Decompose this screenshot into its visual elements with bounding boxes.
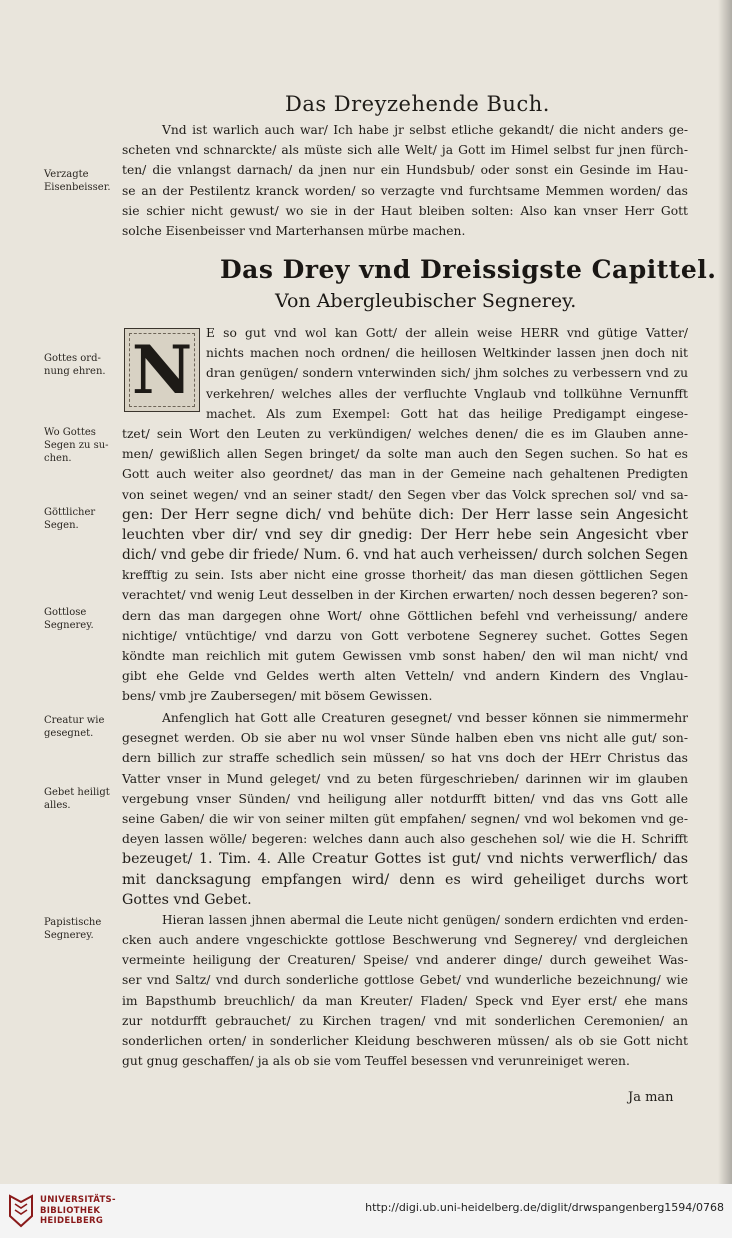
text-line: ten/ die vnlangst darnach/ da jnen nur ein Hundsbub/ oder sonst ein Gesinde im Hau- <box>122 163 688 178</box>
chapter-subtitle: Von Abergleubischer Segnerey. <box>275 290 577 312</box>
text-line: bens/ vmb jre Zaubersegen/ mit bösem Gewissen. <box>122 689 433 704</box>
text-line: gut gnug geschaffen/ ja als ob sie vom Teuffel besessen vnd verunreiniget weren. <box>122 1054 630 1069</box>
marginal-note: Wo Gottes Segen zu su-chen. <box>44 427 109 464</box>
text-line: ser vnd Saltz/ vnd durch sonderliche gottlose Gebet/ vnd wunderliche bezeichnung/ wie <box>122 973 688 988</box>
text-line: im Bapsthumb breuchlich/ da man Kreuter/ Fladen/ Speck vnd Eyer erst/ ehe mans <box>122 993 688 1008</box>
text-line: zur notdurfft gebrauchet/ zu Kirchen tragen/ vnd mit sonderlichen Ceremonien/ an <box>122 1013 688 1028</box>
text-line: bezeuget/ 1. Tim. 4. Alle Creatur Gottes ist gut/ vnd nichts verwerflich/ das <box>122 851 688 868</box>
text-line: cken auch andere vngeschickte gottlose Beschwerung vnd Segnerey/ vnd dergleichen <box>122 933 688 948</box>
initial-letter: N <box>131 331 193 409</box>
text-line: dern das man dargegen ohne Wort/ ohne Göttlichen befehl vnd verheissung/ andere <box>122 608 688 623</box>
text-line: Anfenglich hat Gott alle Creaturen gesegnet/ vnd besser können sie nimmermehr <box>162 711 688 725</box>
library-logo-text <box>40 1195 116 1227</box>
text-line: nichtige/ vntüchtige/ vnd darzu von Gott verbotene Segnerey suchet. Gottes Segen <box>122 628 688 643</box>
text-line: machet. Als zum Exempel: Gott hat das heilige Predigampt eingese- <box>206 406 688 421</box>
text-line: verachtet/ vnd wenig Leut desselben in der Kirchen erwarten/ noch dessen begeren? son- <box>122 588 688 603</box>
text-block-3 <box>122 708 688 1071</box>
university-seal-icon <box>8 1194 34 1228</box>
marginal-note: Papistische Segnerey. <box>44 917 102 941</box>
viewer-footer <box>0 1184 732 1238</box>
text-line: krefftig zu sein. Ists aber nicht eine grosse thorheit/ das man diesen göttlichen Segen <box>122 568 688 583</box>
logo-line: HEIDELBERG <box>40 1216 104 1226</box>
text-line: vermeinte heiligung der Creaturen/ Speise/ vnd anderer dinge/ durch geweihet Was- <box>122 953 688 968</box>
text-line: men/ gewißlich allen Segen bringet/ da solte man auch den Segen suchen. So hat es <box>122 447 688 462</box>
logo-line: UNIVERSITÄTS- <box>40 1195 116 1205</box>
text-line: dern billich zur straffe schedlich sein müssen/ so hat vns doch der HErr Christus das <box>122 751 688 766</box>
chapter-title: Das Drey vnd Dreissigste Capittel. <box>220 255 717 284</box>
text-line: verkehren/ welches alles der verfluchte Vnglaub vnd tollkühne Vernunfft <box>206 386 688 401</box>
text-line: mit dancksagung empfangen wird/ denn es wird geheiliget durchs wort <box>122 871 688 888</box>
text-line: nichts machen noch ordnen/ die heillosen Weltkinder lassen jnen doch nit <box>206 346 688 361</box>
text-line: Gott auch weiter also geordnet/ das man in der Gemeine nach gehaltenen Predigten <box>122 467 688 482</box>
text-line: gibt ehe Gelde vnd Geldes werth alten Vetteln/ vnd andern Kindern des Vnglau- <box>122 669 688 684</box>
text-line: scheten vnd schnarckte/ als müste sich alle Welt/ ja Gott im Himel selbst fur jnen fürch- <box>122 143 688 158</box>
text-line: solche Eisenbeisser vnd Marterhansen mürbe machen. <box>122 223 466 238</box>
text-line: köndte man reichlich mit gutem Gewissen vmb sonst haben/ den wil man nicht/ vnd <box>122 649 688 663</box>
text-block-2 <box>122 323 688 707</box>
text-line: dran genügen/ sondern vnterwinden sich/ jhm solches zu verbessern vnd zu <box>206 366 688 381</box>
text-line: seine Gaben/ die wir von seiner milten güt empfahen/ segnen/ vnd wol bekomen vnd ge- <box>122 811 688 826</box>
marginal-note: Gebet heiligt alles. <box>44 787 110 811</box>
text-line: Gottes vnd Gebet. <box>122 891 252 908</box>
text-line: E so gut vnd wol kan Gott/ der allein weise HERR vnd gütige Vatter/ <box>206 326 688 340</box>
text-line: gesegnet werden. Ob sie aber nu wol vnser Sünde halben eben vns nicht alle gut/ son- <box>122 731 688 746</box>
running-head: Das Dreyzehende Buch. <box>285 92 550 116</box>
catchword: Ja man <box>628 1090 674 1105</box>
text-block-1 <box>122 120 688 241</box>
text-line: sonderlichen orten/ in sonderlicher Kleidung beschweren müssen/ als ob sie Gott nicht <box>122 1034 688 1048</box>
page-url[interactable]: http://digi.ub.uni-heidelberg.de/diglit/drwspangenberg1594/0768 <box>365 1201 724 1214</box>
text-line: Vnd ist warlich auch war/ Ich habe jr selbst etliche gekandt/ die nicht anders ge- <box>162 123 688 137</box>
text-line: leuchten vber dir/ vnd sey dir gnedig: Der Herr hebe sein Angesicht vber <box>122 526 688 543</box>
marginal-note: Gottlose Segnerey. <box>44 607 94 631</box>
marginal-note: Creatur wie gesegnet. <box>44 715 105 739</box>
text-line: dich/ vnd gebe dir friede/ Num. 6. vnd hat auch verheissen/ durch solchen Segen <box>122 547 688 564</box>
text-line: gen: Der Herr segne dich/ vnd behüte dich: Der Herr lasse sein Angesicht <box>122 506 688 523</box>
marginal-note: Gottes ord-nung ehren. <box>44 353 106 377</box>
logo-line: BIBLIOTHEK <box>40 1205 101 1216</box>
text-line: deyen lassen wölle/ begeren: welches dann auch also geschehen sol/ wie die H. Schrifft <box>122 832 688 847</box>
text-line: vergebung vnser Sünden/ vnd heiligung aller notdurfft bitten/ vnd das vns Gott alle <box>122 791 688 806</box>
text-line: von seinet wegen/ vnd an seiner stadt/ den Segen vber das Volck sprechen sol/ vnd sa- <box>122 487 688 502</box>
text-line: Hieran lassen jhnen abermal die Leute nicht genügen/ sondern erdichten vnd erden- <box>162 912 688 927</box>
marginal-note: Verzagte Eisenbeisser. <box>44 169 111 193</box>
text-line: sie schier nicht gewust/ wo sie in der Haut bleiben solten: Also kan vnser Herr Gott <box>122 203 688 218</box>
text-line: Vatter vnser in Mund geleget/ vnd zu beten fürgeschrieben/ darinnen wir im glauben <box>122 771 688 786</box>
marginal-note: Göttlicher Segen. <box>44 507 96 531</box>
text-line: tzet/ sein Wort den Leuten zu verkündigen/ welches denen/ die es im Glauben anne- <box>122 426 688 441</box>
text-line: se an der Pestilentz kranck worden/ so verzagte vnd furchtsame Memmen worden/ das <box>122 183 688 198</box>
